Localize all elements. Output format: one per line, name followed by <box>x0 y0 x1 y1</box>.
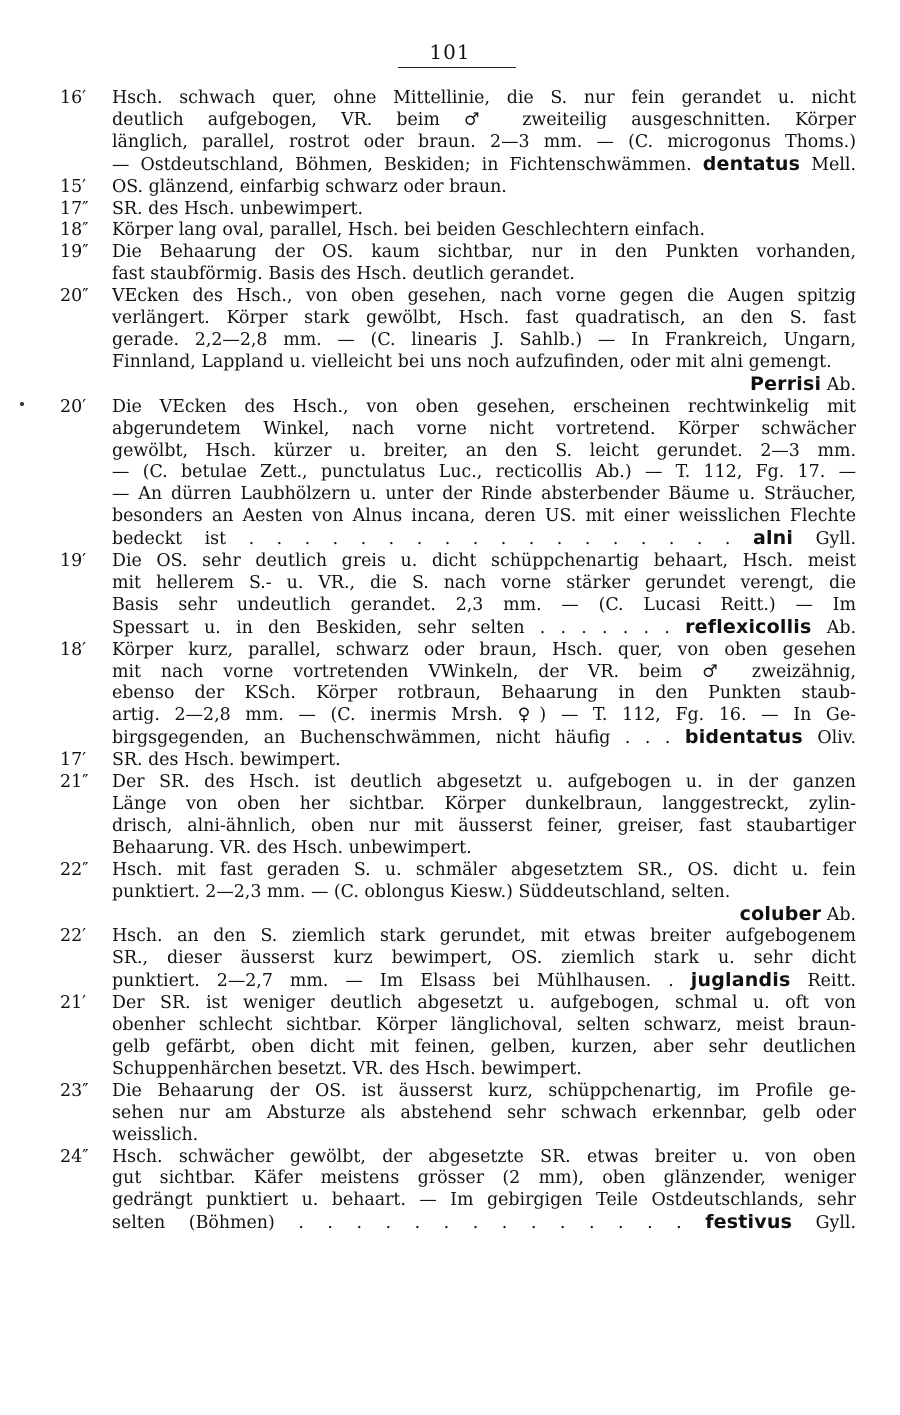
entry-number: 16′ <box>60 88 87 108</box>
key-entry <box>60 177 856 199</box>
entry-line: selten (Böhmen) . . . . . . . . . . . . . . festivus Gyll. <box>112 1212 856 1234</box>
entry-line: Körper lang oval, parallel, Hsch. bei beiden Geschlechtern einfach. <box>112 220 706 241</box>
entry-number: 17″ <box>60 198 89 219</box>
entry-number: 21″ <box>60 772 89 793</box>
entry-line: Hsch. an den S. ziemlich stark gerundet, mit etwas breiter aufgebogenem <box>112 926 856 947</box>
entry-line: Hsch. schwach quer, ohne Mittellinie, die S. nur fein gerandet u. nicht <box>112 88 856 108</box>
species-author: Ab. <box>826 904 856 925</box>
entry-line: Die Behaarung der OS. kaum sichtbar, nur in den Punkten vorhanden, <box>112 242 856 263</box>
entry-line: gerade. 2,2—2,8 mm. — (C. linearis J. Sahlb.) — In Frankreich, Ungarn, <box>112 329 856 350</box>
entry-line: obenher schlecht sichtbar. Körper länglichoval, selten schwarz, meist braun- <box>112 1015 856 1036</box>
key-entry <box>60 1147 856 1236</box>
key-entry <box>60 220 856 242</box>
species-line <box>112 904 856 927</box>
entry-line: Länge von oben her sichtbar. Körper dunkelbraun, langgestreckt, zylin- <box>112 794 856 814</box>
species-line <box>112 374 856 397</box>
entry-line: VEcken des Hsch., von oben gesehen, nach vorne gegen die Augen spitzig <box>112 286 856 307</box>
key-entry <box>60 993 856 1081</box>
entry-line: Der SR. des Hsch. ist deutlich abgesetzt u. aufgebogen u. in der ganzen <box>112 772 856 793</box>
key-entry <box>60 860 856 927</box>
entry-line: besonders an Aesten von Alnus incana, deren US. mit einer weisslichen Flechte <box>112 506 856 527</box>
margin-mark <box>20 402 24 406</box>
entry-line: gewölbt, Hsch. kürzer u. breiter, an den S. leicht gerundet. 2—3 mm. <box>112 440 856 461</box>
entry-line: Hsch. mit fast geraden S. u. schmäler abgesetztem SR., OS. dicht u. fein <box>112 859 856 880</box>
entry-line: Finnland, Lappland u. vielleicht bei uns noch aufzufinden, oder mit alni gemengt. <box>112 351 832 372</box>
species-author: Reitt. <box>807 971 856 992</box>
entry-number: 22″ <box>60 859 89 880</box>
entry-line: SR. des Hsch. unbewimpert. <box>112 198 364 219</box>
entry-line: Basis sehr undeutlich gerandet. 2,3 mm. — (C. Lucasi Reitt.) — Im <box>112 594 856 615</box>
key-entry <box>60 199 856 221</box>
key-entry <box>60 286 856 397</box>
entry-line: Die VEcken des Hsch., von oben gesehen, erscheinen rechtwinkelig mit <box>112 396 856 417</box>
species-author: Oliv. <box>817 728 856 749</box>
entry-number: 24″ <box>60 1146 89 1167</box>
entry-line: bedeckt ist . . . . . . . . . . . . . . . . . . alni Gyll. <box>112 528 856 550</box>
entry-number: 23″ <box>60 1080 89 1101</box>
entry-line: Schuppenhärchen besetzt. VR. des Hsch. bewimpert. <box>112 1058 582 1079</box>
entry-line: drisch, alni-ähnlich, oben nur mit äusserst feiner, greiser, fast staubartiger <box>112 815 856 836</box>
entry-line: mit hellerem S.- u. VR., die S. nach vorne stärker gerundet verengt, die <box>112 572 856 593</box>
key-entry <box>60 750 856 772</box>
page-number: 101 <box>429 40 471 64</box>
species-author: Ab. <box>826 374 856 395</box>
entry-line: punktiert. 2—2,7 mm. — Im Elsass bei Mühlhausen. . juglandis Reitt. <box>112 970 856 992</box>
species-author: Gyll. <box>815 529 856 550</box>
key-entries <box>60 88 856 1235</box>
entry-number: 19″ <box>60 242 89 263</box>
entry-line: länglich, parallel, rostrot oder braun. 2—3 mm. — (C. microgonus Thoms.) <box>112 131 856 152</box>
species-name: dentatus <box>702 153 801 175</box>
entry-line: Hsch. schwächer gewölbt, der abgesetzte SR. etwas breiter u. von oben <box>112 1146 856 1167</box>
entry-number: 17′ <box>60 750 87 771</box>
entry-line: abgerundetem Winkel, nach vorne nicht vortretend. Körper schwächer <box>112 418 856 439</box>
entry-line: — An dürren Laubhölzern u. unter der Rinde absterbender Bäume u. Sträucher, <box>112 484 856 505</box>
entry-line: mit nach vorne vortretenden VWinkeln, der VR. beim ♂ zweizähnig, <box>112 661 856 682</box>
entry-number: 18″ <box>60 220 89 241</box>
entry-line: OS. glänzend, einfarbig schwarz oder braun. <box>112 176 507 197</box>
species-name: festivus <box>705 1212 793 1234</box>
species-name: bidentatus <box>684 727 803 749</box>
entry-number: 20″ <box>60 286 89 307</box>
entry-line: artig. 2—2,8 mm. — (C. inermis Mrsh. ♀) — T. 112, Fg. 16. — In Ge- <box>112 705 856 726</box>
species-name: alni <box>752 528 794 550</box>
entry-number: 22′ <box>60 926 87 947</box>
key-entry <box>60 397 856 551</box>
entry-line: birgsgegenden, an Buchenschwämmen, nicht häufig . . . bidentatus Oliv. <box>112 727 856 749</box>
entry-number: 20′ <box>60 396 87 417</box>
key-entry <box>60 242 856 286</box>
entry-line: gelb gefärbt, oben dicht mit feinen, gelben, kurzen, aber sehr deutlichen <box>112 1036 856 1057</box>
entry-number: 15′ <box>60 176 87 197</box>
entry-line: gedrängt punktiert u. behaart. — Im gebirgigen Teile Ostdeutschlands, sehr <box>112 1190 856 1211</box>
key-entry <box>60 926 856 993</box>
entry-line: verlängert. Körper stark gewölbt, Hsch. fast quadratisch, an den S. fast <box>112 308 856 329</box>
entry-line: fast staubförmig. Basis des Hsch. deutlich gerandet. <box>112 264 575 285</box>
entry-line: weisslich. <box>112 1124 199 1145</box>
species-name: reflexicollis <box>685 616 812 638</box>
entry-line: ebenso der KSch. Körper rotbraun, Behaarung in den Punkten staub- <box>112 683 856 704</box>
key-entry <box>60 88 856 177</box>
species-author: Ab. <box>826 617 856 638</box>
key-entry <box>60 551 856 640</box>
entry-number: 18′ <box>60 639 87 660</box>
species-name: Perrisi <box>749 373 822 395</box>
entry-number: 21′ <box>60 993 87 1014</box>
entry-line: Behaarung. VR. des Hsch. unbewimpert. <box>112 837 472 858</box>
entry-line: Spessart u. in den Beskiden, sehr selten . . . . . . . reflexicollis Ab. <box>112 616 856 638</box>
species-name: juglandis <box>690 970 791 992</box>
entry-line: Der SR. ist weniger deutlich abgesetzt u. aufgebogen, schmal u. oft von <box>112 993 856 1014</box>
key-entry <box>60 772 856 860</box>
key-entry <box>60 1081 856 1147</box>
entry-line: SR., dieser äusserst kurz bewimpert, OS. ziemlich stark u. sehr dicht <box>112 948 856 969</box>
species-author: Gyll. <box>815 1213 856 1234</box>
species-author: Mell. <box>811 154 856 175</box>
key-entry <box>60 640 856 751</box>
entry-line: — (C. betulae Zett., punctulatus Luc., recticollis Ab.) — T. 112, Fg. 17. — <box>112 462 856 483</box>
entry-line: deutlich aufgebogen, VR. beim ♂ zweiteilig ausgeschnitten. Körper <box>112 109 856 130</box>
entry-line: SR. des Hsch. bewimpert. <box>112 750 341 771</box>
entry-line: Die OS. sehr deutlich greis u. dicht schüppchenartig behaart, Hsch. meist <box>112 551 856 572</box>
entry-number: 19′ <box>60 551 87 572</box>
header-rule <box>398 67 516 68</box>
entry-line: punktiert. 2—2,3 mm. — (C. oblongus Kiesw.) Süddeutschland, selten. <box>112 881 731 902</box>
entry-line: — Ostdeutschland, Böhmen, Beskiden; in Fichtenschwämmen. dentatus Mell. <box>112 153 856 175</box>
entry-line: gut sichtbar. Käfer meistens grösser (2 mm), oben glänzender, weniger <box>112 1168 856 1189</box>
entry-line: sehen nur am Absturze als abstehend sehr schwach erkennbar, gelb oder <box>112 1102 856 1123</box>
entry-line: Körper kurz, parallel, schwarz oder braun, Hsch. quer, von oben gesehen <box>112 639 856 660</box>
species-name: coluber <box>739 903 822 925</box>
entry-line: Die Behaarung der OS. ist äusserst kurz, schüppchenartig, im Profile ge- <box>112 1080 856 1101</box>
